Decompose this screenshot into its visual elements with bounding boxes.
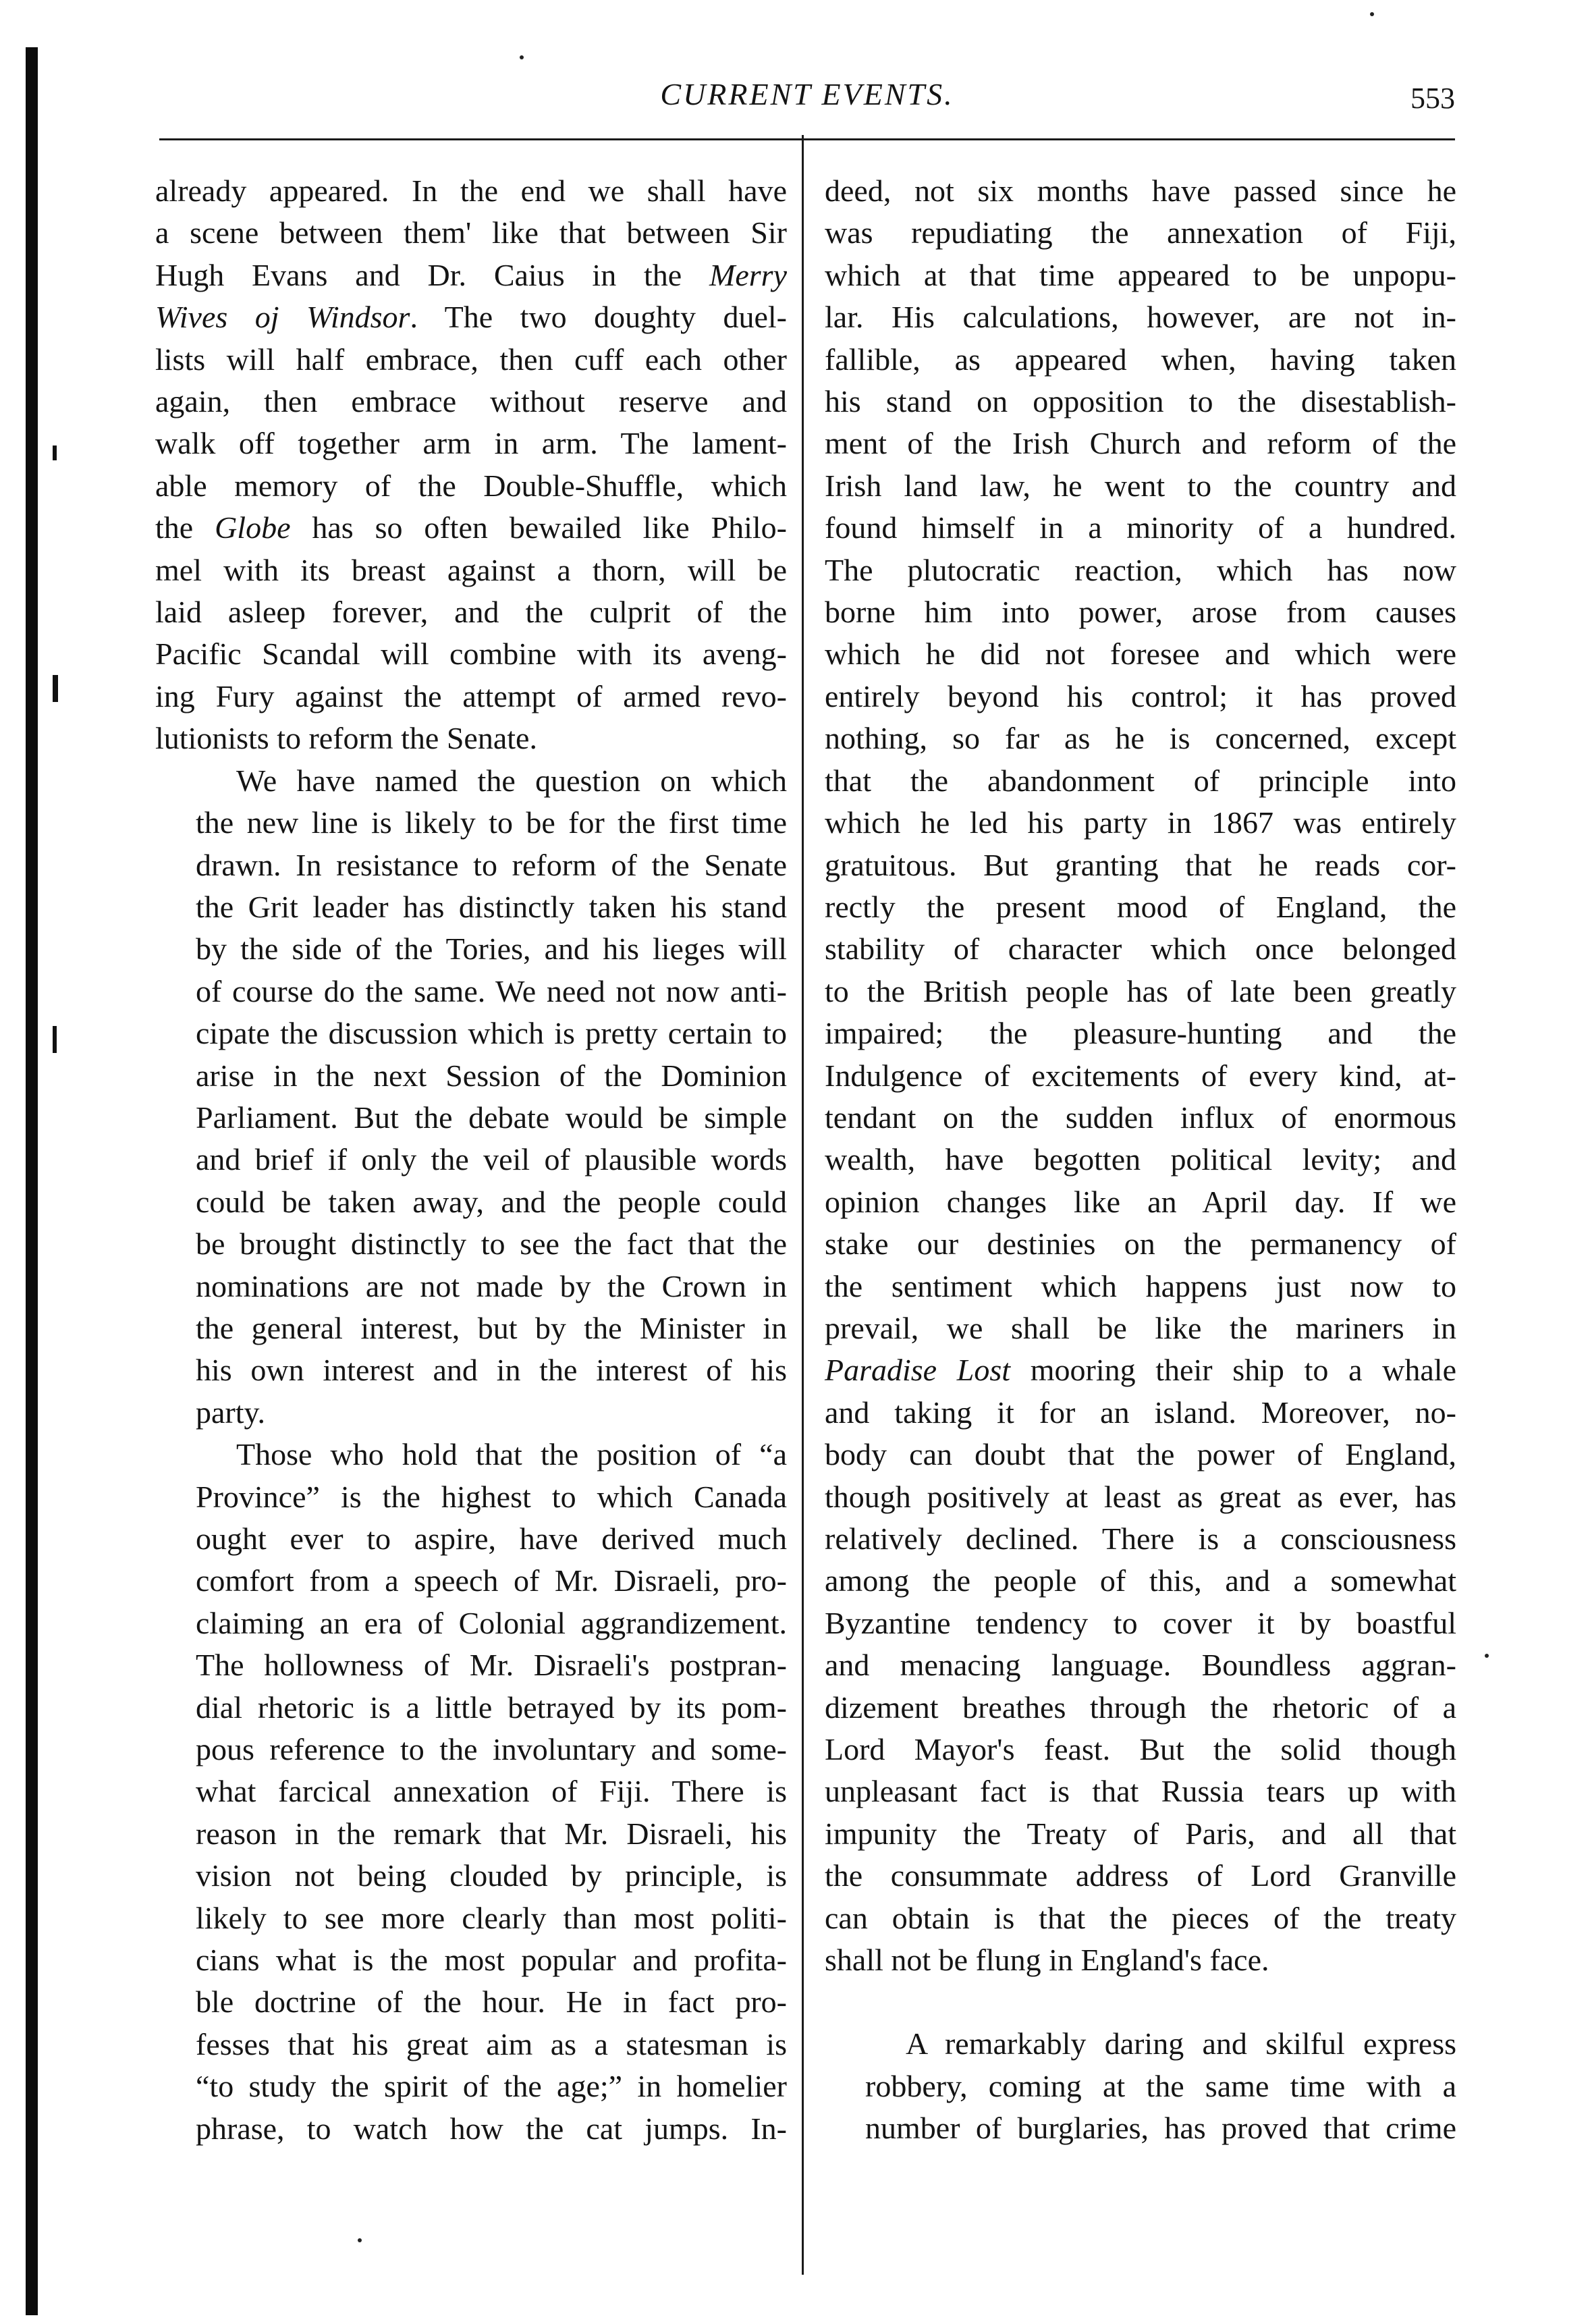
text-line: lar. His calculations, however, are not in- <box>825 300 1456 335</box>
text-line: dizement breathes through the rhetoric of a <box>825 1690 1456 1725</box>
text-line: wealth, have begotten political levity; and <box>825 1142 1456 1177</box>
text-line: Parliament. But the debate would be simple <box>196 1100 787 1135</box>
paragraph <box>825 2023 1456 2149</box>
text-line: fallible, as appeared when, having taken <box>825 342 1456 377</box>
text-line: Pacific Scandal will combine with its aveng- <box>155 637 787 672</box>
text-line: to the British people has of late been greatly <box>825 973 1456 1008</box>
text-line: rectly the present mood of England, the <box>825 889 1456 924</box>
text-line: stability of character which once belonged <box>825 931 1456 967</box>
text-line: of course do the same. We need not now anti- <box>196 973 787 1008</box>
scan-speck <box>1485 1654 1489 1658</box>
text-line: Byzantine tendency to cover it by boastful <box>825 1605 1456 1640</box>
text-line: arise in the next Session of the Dominion <box>196 1058 787 1093</box>
text-line: body can doubt that the power of England, <box>825 1437 1456 1472</box>
text-line: number of burglaries, has proved that crime <box>865 2111 1456 2146</box>
scan-mark <box>53 675 58 702</box>
text-line: the sentiment which happens just now to <box>825 1268 1456 1303</box>
text-line: laid asleep forever, and the culprit of the <box>155 595 787 630</box>
text-line: nothing, so far as he is concerned, except <box>825 721 1456 756</box>
text-line: deed, not six months have passed since he <box>825 173 1456 208</box>
text-line: and menacing language. Boundless aggran- <box>825 1648 1456 1683</box>
text-line: The plutocratic reaction, which has now <box>825 552 1456 587</box>
column-divider <box>802 135 804 2275</box>
text-line: his stand on opposition to the disestablish- <box>825 384 1456 419</box>
scan-mark <box>53 1026 57 1053</box>
text-line: lists will half embrace, then cuff each other <box>155 342 787 377</box>
text-line: robbery, coming at the same time with a <box>865 2068 1456 2103</box>
text-line: nominations are not made by the Crown in <box>196 1268 787 1303</box>
text-line: shall not be flung in England's face. <box>825 1943 1269 1978</box>
scan-binding-edge <box>26 47 38 2315</box>
text-line: Irish land law, he went to the country and <box>825 468 1456 503</box>
section-break <box>825 1981 1456 2023</box>
text-line: the Globe has so often bewailed like Philo- <box>155 510 787 545</box>
left-column <box>155 170 787 2150</box>
text-line: stake our destinies on the permanency of <box>825 1226 1456 1262</box>
text-line: which he did not foresee and which were <box>825 637 1456 672</box>
text-line: a scene between them' like that between Sir <box>155 215 787 250</box>
text-line: Hugh Evans and Dr. Caius in the Merry <box>155 257 787 292</box>
scan-mark <box>53 445 57 460</box>
text-line: unpleasant fact is that Russia tears up with <box>825 1774 1456 1809</box>
text-line: opinion changes like an April day. If we <box>825 1184 1456 1219</box>
text-line: Wives oj Windsor. The two doughty duel- <box>155 300 787 335</box>
text-line: ing Fury against the attempt of armed revo- <box>155 678 787 713</box>
text-line: which at that time appeared to be unpopu- <box>825 257 1456 292</box>
text-line: The hollowness of Mr. Disraeli's postpran- <box>196 1648 787 1683</box>
text-line: likely to see more clearly than most politi- <box>196 1900 787 1935</box>
text-line: gratuitous. But granting that he reads cor- <box>825 847 1456 882</box>
text-line: Lord Mayor's feast. But the solid though <box>825 1732 1456 1767</box>
text-line: Indulgence of excitements of every kind, at- <box>825 1058 1456 1093</box>
text-line: tendant on the sudden influx of enormous <box>825 1100 1456 1135</box>
text-line: A remarkably daring and skilful express <box>906 2026 1456 2061</box>
text-line: reason in the remark that Mr. Disraeli, his <box>196 1816 787 1851</box>
text-line: lutionists to reform the Senate. <box>155 721 537 756</box>
text-line: already appeared. In the end we shall have <box>155 173 787 208</box>
text-line: impunity the Treaty of Paris, and all that <box>825 1816 1456 1851</box>
text-line: be brought distinctly to see the fact that the <box>196 1226 787 1262</box>
header-rule <box>159 138 1455 140</box>
text-line: that the abandonment of principle into <box>825 763 1456 798</box>
text-line: fesses that his great aim as a statesman is <box>196 2026 787 2061</box>
text-line: claiming an era of Colonial aggrandizement. <box>196 1605 787 1640</box>
text-line: ble doctrine of the hour. He in fact pro- <box>196 1984 787 2020</box>
page-number: 553 <box>1410 82 1455 115</box>
text-line: Those who hold that the position of “a <box>236 1437 787 1472</box>
text-line: was repudiating the annexation of Fiji, <box>825 215 1456 250</box>
text-line: Paradise Lost mooring their ship to a whale <box>825 1353 1456 1388</box>
paragraph <box>155 1434 787 2150</box>
text-line: the Grit leader has distinctly taken his stand <box>196 889 787 924</box>
paragraph <box>155 170 787 760</box>
text-line: drawn. In resistance to reform of the Senate <box>196 847 787 882</box>
text-line: can obtain is that the pieces of the treaty <box>825 1900 1456 1935</box>
text-line: walk off together arm in arm. The lament- <box>155 426 787 461</box>
text-line: the general interest, but by the Minister in <box>196 1310 787 1345</box>
paragraph <box>825 170 1456 1981</box>
text-line: phrase, to watch how the cat jumps. In- <box>196 2111 787 2146</box>
right-column <box>825 170 1456 2150</box>
scan-speck <box>358 2238 362 2242</box>
text-line: what farcical annexation of Fiji. There is <box>196 1774 787 1809</box>
text-line: ment of the Irish Church and reform of the <box>825 426 1456 461</box>
text-line: dial rhetoric is a little betrayed by its pom- <box>196 1690 787 1725</box>
text-line: by the side of the Tories, and his lieges will <box>196 931 787 967</box>
scan-speck <box>1370 12 1374 16</box>
text-line: among the people of this, and a somewhat <box>825 1563 1456 1598</box>
text-line: pous reference to the involuntary and some- <box>196 1732 787 1767</box>
scan-speck <box>520 55 524 59</box>
text-line: his own interest and in the interest of his <box>196 1353 787 1388</box>
text-line: and taking it for an island. Moreover, no- <box>825 1395 1456 1430</box>
text-line: which he led his party in 1867 was entirely <box>825 805 1456 840</box>
text-line: mel with its breast against a thorn, will be <box>155 552 787 587</box>
text-line: cipate the discussion which is pretty certain to <box>196 1016 787 1051</box>
text-line: impaired; the pleasure-hunting and the <box>825 1016 1456 1051</box>
text-line: could be taken away, and the people could <box>196 1184 787 1219</box>
text-line: prevail, we shall be like the mariners in <box>825 1310 1456 1345</box>
text-line: the new line is likely to be for the first time <box>196 805 787 840</box>
running-head: CURRENT EVENTS. <box>660 77 954 111</box>
text-line: found himself in a minority of a hundred. <box>825 510 1456 545</box>
text-line: and brief if only the veil of plausible words <box>196 1142 787 1177</box>
text-line: borne him into power, arose from causes <box>825 595 1456 630</box>
text-line: vision not being clouded by principle, is <box>196 1858 787 1893</box>
text-line: ought ever to aspire, have derived much <box>196 1521 787 1556</box>
text-line: cians what is the most popular and profita- <box>196 1943 787 1978</box>
text-line: We have named the question on which <box>236 763 787 798</box>
text-line: party. <box>196 1395 266 1430</box>
text-line: “to study the spirit of the age;” in homelier <box>196 2069 787 2104</box>
text-line: comfort from a speech of Mr. Disraeli, pro- <box>196 1563 787 1598</box>
text-line: again, then embrace without reserve and <box>155 384 787 419</box>
text-line: the consummate address of Lord Granville <box>825 1858 1456 1893</box>
text-line: able memory of the Double-Shuffle, which <box>155 468 787 503</box>
paragraph <box>155 760 787 1434</box>
text-line: entirely beyond his control; it has proved <box>825 678 1456 713</box>
page-header <box>159 74 1455 148</box>
text-line: Province” is the highest to which Canada <box>196 1479 787 1514</box>
text-line: though positively at least as great as ever, has <box>825 1479 1456 1514</box>
text-line: relatively declined. There is a consciousness <box>825 1521 1456 1556</box>
